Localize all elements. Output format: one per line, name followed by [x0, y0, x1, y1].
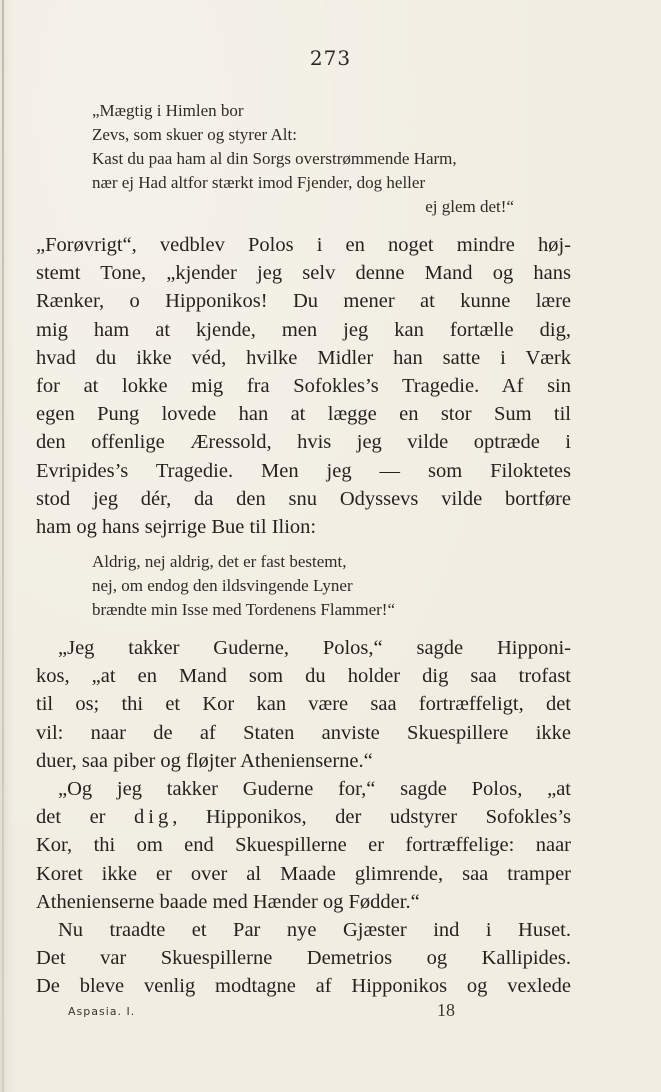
text-fragment: , Hipponikos, der udstyrer Sofokles’s: [172, 806, 571, 829]
text-line: Kor, thi om end Skuespillerne er fortræffelige: naar: [36, 834, 571, 857]
verse-line: Aldrig, nej aldrig, det er fast bestemt,: [92, 552, 347, 571]
text-line: duer, saa piber og fløjter Athenienserne.“: [36, 749, 373, 772]
text-line: Det var Skuespillerne Demetrios og Kallipides.: [36, 947, 571, 970]
page-edge: [2, 0, 4, 1092]
verse-line: Kast du paa ham al din Sorgs overstrømmende Harm,: [92, 149, 457, 168]
text-line: „Og jeg takker Guderne for,“ sagde Polos, „at: [58, 778, 571, 800]
text-line: vil: naar de af Staten anviste Skuespillere ikke: [36, 721, 571, 744]
text-line: „Jeg takker Guderne, Polos,“ sagde Hipponi-: [58, 637, 571, 659]
text-line: egen Pung lovede han at lægge en stor Sum til: [36, 403, 571, 426]
page-number: 273: [309, 46, 352, 70]
text-line: kos, „at en Mand som du holder dig saa trofast: [36, 665, 571, 688]
text-line: stod jeg dér, da den snu Odyssevs vilde bortføre: [36, 487, 571, 510]
verse-block-2: [92, 550, 572, 622]
text-line: mig ham at kjende, men jeg kan fortælle dig,: [36, 318, 571, 341]
verse-line: brændte min Isse med Tordenens Flammer!“: [92, 600, 396, 619]
text-line: Athenienserne baade med Hænder og Fødder.“: [36, 890, 420, 913]
paragraph-1: [36, 231, 571, 541]
paragraph-3: [36, 775, 571, 916]
text-line: til os; thi et Kor kan være saa fortræffeligt, det: [36, 693, 571, 716]
sheet-number: 18: [437, 1000, 455, 1020]
text-line: „Forøvrigt“, vedblev Polos i en noget mindre høj-: [36, 234, 571, 256]
text-line: Rænker, o Hipponikos! Du mener at kunne lære: [36, 290, 571, 313]
text-line: stemt Tone, „kjender jeg selv denne Mand og hans: [36, 262, 571, 285]
signature-mark: Aspasia. I.: [68, 1005, 136, 1018]
paragraph-4: [36, 916, 571, 1001]
verse-line: nej, om endog den ildsvingende Lyner: [92, 576, 353, 595]
verse-block-1: [92, 99, 572, 219]
text-line: den offenlige Æressold, hvis jeg vilde optræde i: [36, 431, 571, 454]
verse-line: „Mægtig i Himlen bor: [92, 101, 244, 120]
text-line: Nu traadte et Par nye Gjæster ind i Huset.: [58, 919, 571, 941]
verse-line: nær ej Had altfor stærkt imod Fjender, dog heller: [92, 173, 426, 192]
text-line: ham og hans sejrrige Bue til Ilion:: [36, 516, 317, 539]
text-fragment: det er: [36, 806, 135, 829]
paragraph-2: [36, 634, 571, 775]
text-line: De bleve venlig modtagne af Hipponikos og vexlede: [36, 975, 571, 998]
verse-line: Zevs, som skuer og styrer Alt:: [92, 125, 297, 144]
emphasized-word: dig: [134, 806, 173, 829]
text-line: [36, 803, 571, 831]
text-line: Evripides’s Tragedie. Men jeg — som Filoktetes: [36, 459, 571, 482]
verse-line: ej glem det!“: [425, 197, 514, 216]
text-line: Koret ikke er over al Maade glimrende, saa tramper: [36, 862, 571, 885]
text-line: hvad du ikke véd, hvilke Midler han satte i Værk: [36, 346, 571, 369]
text-line: for at lokke mig fra Sofokles’s Tragedie. Af sin: [36, 375, 571, 398]
